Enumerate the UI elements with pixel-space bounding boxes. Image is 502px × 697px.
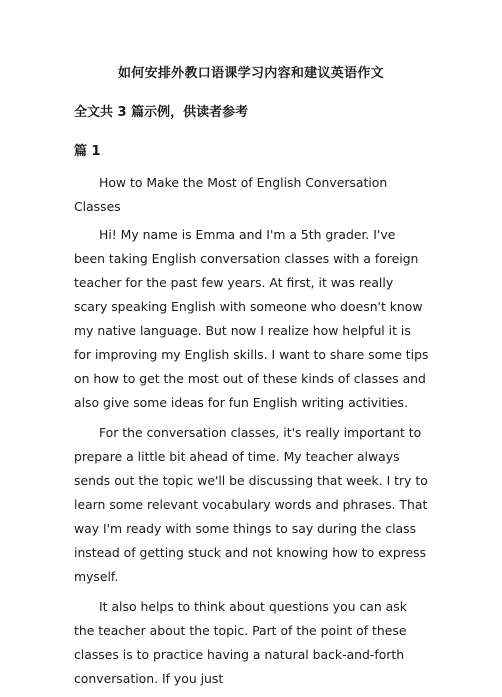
section-label: 篇 1 bbox=[74, 144, 101, 159]
document-subtitle: 全文共 3 篇示例，供读者参考 bbox=[74, 105, 249, 120]
essay-body bbox=[74, 171, 430, 697]
paragraph-3: It also helps to think about questions you can ask the teacher about the topic. Part of the point of these classes is to practice having a natural back-and-forth conversation. If you just bbox=[74, 599, 407, 686]
document-title: 如何安排外教口语课学习内容和建议英语作文 bbox=[117, 66, 384, 81]
paragraph-1: Hi! My name is Emma and I'm a 5th grader. I've been taking English conversation classes with a foreign teacher for the past few years. At first, it was really scary speaking English with someone who doesn't know my native language. But now I realize how helpful it is for improving my English skills. I want to share some tips on how to get the most out of these kinds of classes and also give some ideas for fun English writing activities. bbox=[74, 227, 429, 410]
essay-title: How to Make the Most of English Conversation Classes bbox=[74, 175, 388, 214]
paragraph-2: For the conversation classes, it's really important to prepare a little bit ahead of time. My teacher always sends out the topic we'll be discussing that week. I try to learn some relevant vocabulary words and phrases. That way I'm ready with some things to say during the class instead of getting stuck and not knowing how to express myself. bbox=[74, 425, 428, 584]
